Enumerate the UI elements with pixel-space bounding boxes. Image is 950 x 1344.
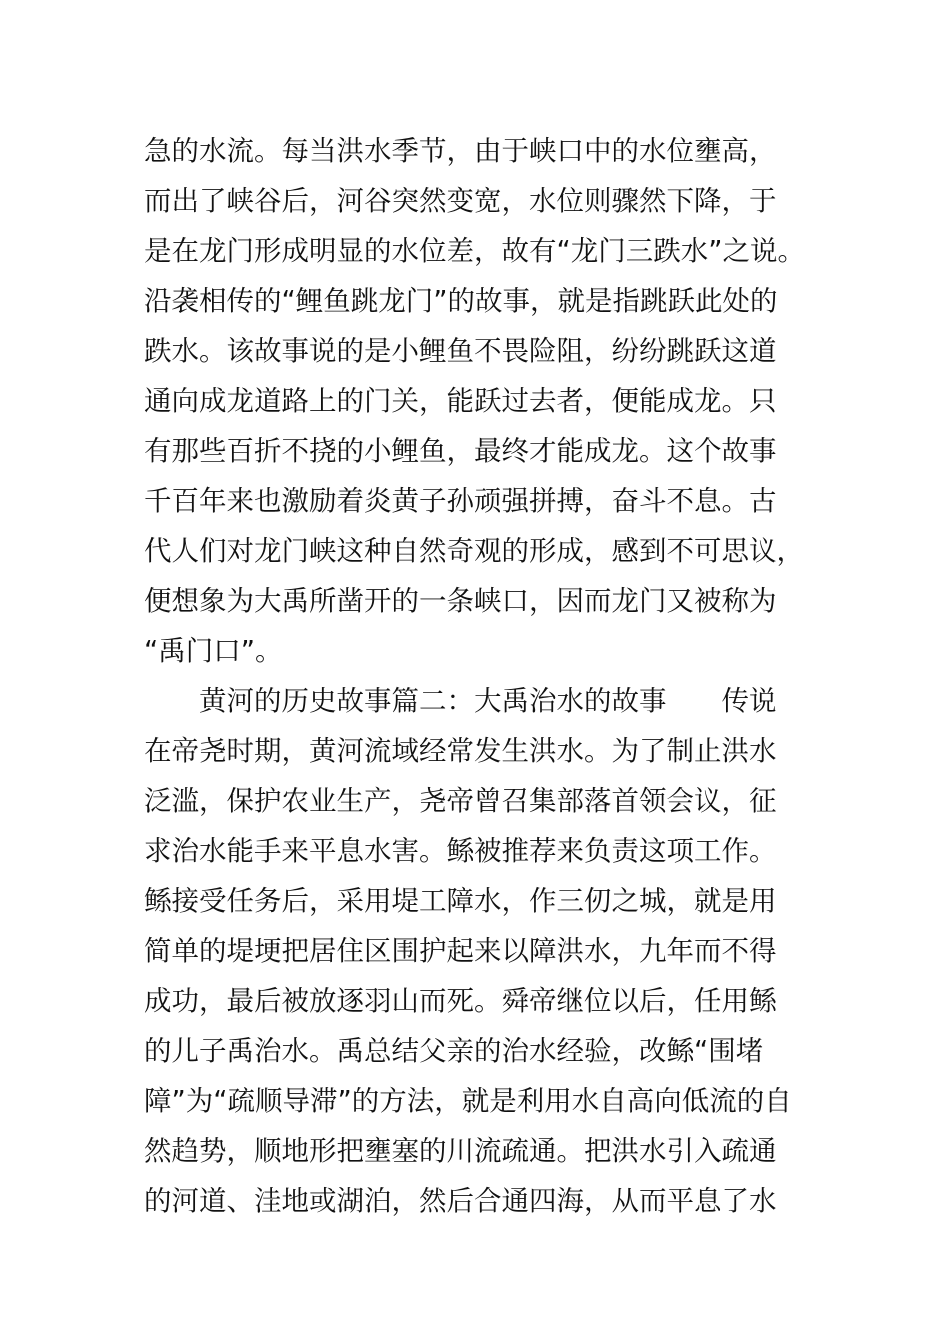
text-line: 的儿子禹治水。禹总结父亲的治水经验，改鲧“围堵 <box>144 1035 764 1067</box>
text-line: 在帝尧时期，黄河流域经常发生洪水。为了制止洪水 <box>144 735 777 767</box>
text-line: 通向成龙道路上的门关，能跃过去者，便能成龙。只 <box>144 385 777 417</box>
text-line: “禹门口”。 <box>144 635 283 667</box>
text-line: 千百年来也激励着炎黄子孙顽强拼搏，奋斗不息。古 <box>144 485 777 517</box>
text-line: 沿袭相传的“鲤鱼跳龙门”的故事，就是指跳跃此处的 <box>144 285 778 317</box>
text-line: 便想象为大禹所凿开的一条峡口，因而龙门又被称为 <box>144 585 777 617</box>
text-line: 急的水流。每当洪水季节，由于峡口中的水位壅高， <box>144 135 777 167</box>
text-line: 是在龙门形成明显的水位差，故有“龙门三跌水”之说。 <box>144 235 805 267</box>
text-line: 的河道、洼地或湖泊，然后合通四海，从而平息了水 <box>144 1185 777 1217</box>
text-line: 而出了峡谷后，河谷突然变宽，水位则骤然下降，于 <box>144 185 777 217</box>
section-heading-line: 黄河的历史故事篇二：大禹治水的故事 传说 <box>144 685 777 717</box>
text-line: 鲧接受任务后，采用堤工障水，作三仞之城，就是用 <box>144 885 777 917</box>
text-line: 简单的堤埂把居住区围护起来以障洪水，九年而不得 <box>144 935 777 967</box>
text-line: 有那些百折不挠的小鲤鱼，最终才能成龙。这个故事 <box>144 435 777 467</box>
body-text <box>144 126 844 1226</box>
text-line: 然趋势，顺地形把壅塞的川流疏通。把洪水引入疏通 <box>144 1135 777 1167</box>
text-line: 泛滥，保护农业生产，尧帝曾召集部落首领会议，征 <box>144 785 777 817</box>
text-line: 障”为“疏顺导滞”的方法，就是利用水自高向低流的自 <box>144 1085 792 1117</box>
text-line: 求治水能手来平息水害。鲧被推荐来负责这项工作。 <box>144 835 777 867</box>
text-line: 成功，最后被放逐羽山而死。舜帝继位以后，任用鲧 <box>144 985 777 1017</box>
text-line: 跌水。该故事说的是小鲤鱼不畏险阻，纷纷跳跃这道 <box>144 335 777 367</box>
text-line: 代人们对龙门峡这种自然奇观的形成，感到不可思议， <box>144 535 804 567</box>
